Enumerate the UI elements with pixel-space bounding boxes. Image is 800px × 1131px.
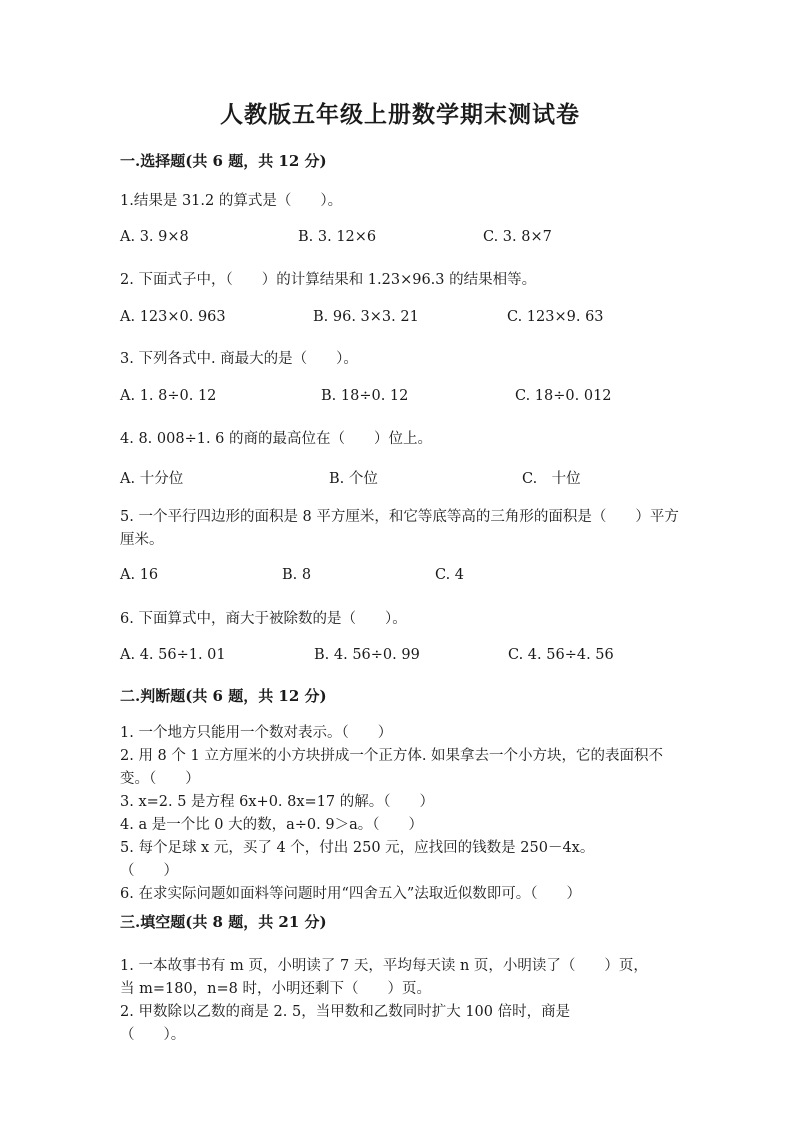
- choice-option: B. 4. 56÷0. 99: [314, 647, 420, 663]
- choice-option: B. 3. 12×6: [298, 229, 377, 245]
- judgement-item: 5. 每个足球 x 元，买了 4 个，付出 250 元，应找回的钱数是 250－4x。（ ）: [120, 840, 595, 879]
- fill-blank-item: 2. 甲数除以乙数的商是 2. 5，当甲数和乙数同时扩大 100 倍时，商是（ ）。: [120, 1004, 571, 1043]
- choice-option: A. 1. 8÷0. 12: [120, 388, 217, 404]
- choice-option: A. 16: [120, 567, 159, 583]
- judgement-item: 2. 用 8 个 1 立方厘米的小方块拼成一个正方体. 如果拿去一个小方块，它的表面积不变。（ ）: [120, 748, 664, 787]
- choice-option: C. 18÷0. 012: [515, 388, 612, 404]
- page-title: 人教版五年级上册数学期末测试卷: [220, 101, 580, 128]
- choice-question: 5. 一个平行四边形的面积是 8 平方厘米，和它等底等高的三角形的面积是（ ）平方厘米。: [120, 509, 679, 548]
- choice-option: A. 3. 9×8: [120, 229, 189, 245]
- choice-option: C. 3. 8×7: [483, 229, 552, 245]
- choice-question: 2. 下面式子中，（ ）的计算结果和 1.23×96.3 的结果相等。: [120, 272, 537, 288]
- choice-option: A. 十分位: [120, 471, 184, 487]
- choice-question: 4. 8. 008÷1. 6 的商的最高位在（ ）位上。: [120, 431, 432, 447]
- choice-question: 1.结果是 31.2 的算式是（ ）。: [120, 193, 343, 209]
- choice-option: C. 4: [435, 567, 465, 583]
- choice-option: A. 123×0. 963: [120, 309, 226, 325]
- choice-option: B. 8: [282, 567, 312, 583]
- judgement-item: 3. x=2. 5 是方程 6x+0. 8x=17 的解。（ ）: [120, 794, 435, 810]
- judgement-item: 4. a 是一个比 0 大的数，a÷0. 9＞a。（ ）: [120, 817, 423, 833]
- judgement-item: 1. 一个地方只能用一个数对表示。（ ）: [120, 725, 393, 741]
- fill-blank-item: 1. 一本故事书有 m 页，小明读了 7 天，平均每天读 n 页，小明读了（ ）页，当 m=180，n=8 时，小明还剩下（ ）页。: [120, 958, 648, 997]
- choice-option: B. 18÷0. 12: [321, 388, 409, 404]
- choice-option: C. 十位: [522, 471, 581, 487]
- choice-option: B. 个位: [329, 471, 378, 487]
- section-heading-fill-blank: 三.填空题(共 8 题，共 21 分): [120, 913, 327, 931]
- choice-question: 6. 下面算式中，商大于被除数的是（ ）。: [120, 611, 407, 627]
- section-heading-choice: 一.选择题(共 6 题，共 12 分): [120, 152, 327, 170]
- section-heading-judgement: 二.判断题(共 6 题，共 12 分): [120, 687, 327, 705]
- choice-option: B. 96. 3×3. 21: [313, 309, 419, 325]
- choice-option: C. 4. 56÷4. 56: [508, 647, 614, 663]
- choice-option: A. 4. 56÷1. 01: [120, 647, 226, 663]
- choice-question: 3. 下列各式中. 商最大的是（ ）。: [120, 351, 358, 367]
- choice-option: C. 123×9. 63: [507, 309, 604, 325]
- judgement-item: 6. 在求实际问题如面料等问题时用“四舍五入”法取近似数即可。（ ）: [120, 886, 582, 902]
